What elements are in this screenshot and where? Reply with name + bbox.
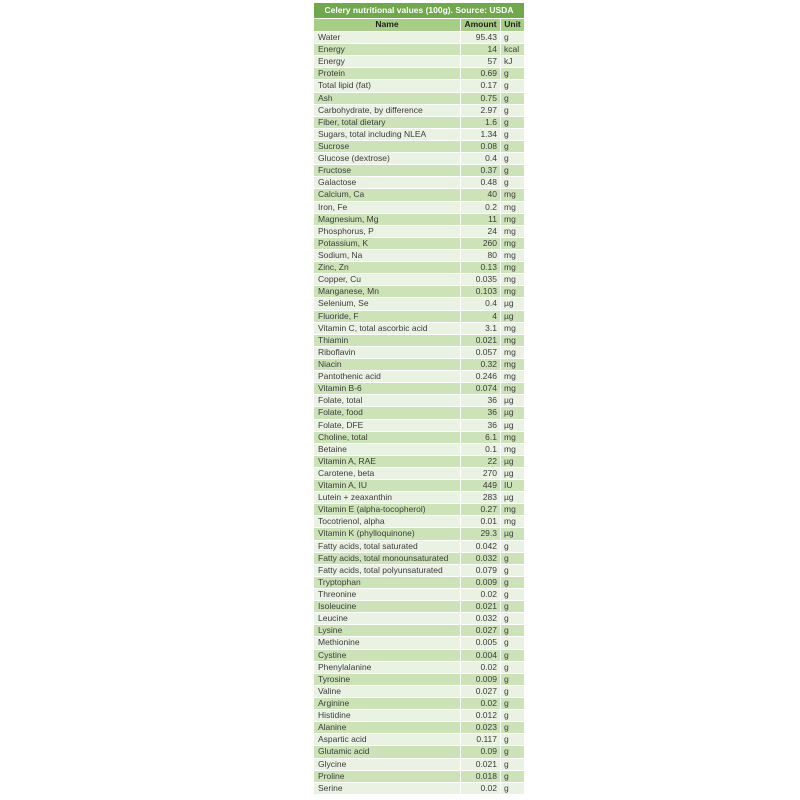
name-cell: Riboflavin	[318, 346, 356, 357]
name-cell: Vitamin B-6	[318, 383, 362, 394]
unit-cell: µg	[500, 468, 524, 479]
unit-cell: g	[500, 674, 524, 685]
amount-cell: 0.17	[460, 80, 500, 91]
name-cell: Galactose	[318, 177, 357, 188]
name-cell: Magnesium, Mg	[318, 213, 379, 224]
name-cell: Tryptophan	[318, 576, 361, 587]
unit-cell: g	[500, 153, 524, 164]
name-cell: Isoleucine	[318, 601, 357, 612]
unit-cell: mg	[500, 189, 524, 200]
unit-cell: g	[500, 32, 524, 43]
table-header-row	[314, 18, 524, 31]
unit-cell: kcal	[500, 44, 524, 55]
amount-cell: 0.02	[460, 589, 500, 600]
table-row	[314, 515, 524, 527]
table-row	[314, 67, 524, 79]
name-cell: Alanine	[318, 722, 347, 733]
amount-cell: 0.027	[460, 625, 500, 636]
amount-cell: 0.02	[460, 783, 500, 794]
amount-cell: 57	[460, 56, 500, 67]
table-row	[314, 334, 524, 346]
table-row	[314, 140, 524, 152]
unit-cell: mg	[500, 323, 524, 334]
amount-cell: 0.246	[460, 371, 500, 382]
unit-cell: µg	[500, 298, 524, 309]
table-row	[314, 55, 524, 67]
name-cell: Tyrosine	[318, 673, 351, 684]
table-row	[314, 92, 524, 104]
name-cell: Total lipid (fat)	[318, 80, 371, 91]
name-cell: Manganese, Mn	[318, 286, 379, 297]
unit-cell: g	[500, 783, 524, 794]
name-cell: Fatty acids, total polyunsaturated	[318, 564, 443, 575]
unit-cell: kJ	[500, 56, 524, 67]
amount-cell: 0.09	[460, 746, 500, 757]
name-cell: Fluoride, F	[318, 310, 359, 321]
amount-cell: 0.02	[460, 698, 500, 709]
amount-cell: 0.023	[460, 722, 500, 733]
amount-cell: 0.042	[460, 541, 500, 552]
amount-cell: 0.018	[460, 771, 500, 782]
table-row	[314, 346, 524, 358]
amount-cell: 6.1	[460, 432, 500, 443]
name-cell: Carotene, beta	[318, 467, 375, 478]
table-row	[314, 273, 524, 285]
table-row	[314, 237, 524, 249]
amount-cell: 36	[460, 395, 500, 406]
unit-cell: µg	[500, 395, 524, 406]
table-row	[314, 721, 524, 733]
name-cell: Fiber, total dietary	[318, 116, 386, 127]
table-row	[314, 128, 524, 140]
name-cell: Vitamin A, RAE	[318, 455, 376, 466]
name-cell: Phosphorus, P	[318, 225, 374, 236]
amount-cell: 0.057	[460, 347, 500, 358]
amount-cell: 36	[460, 420, 500, 431]
table-row	[314, 43, 524, 55]
table-row	[314, 297, 524, 309]
table-row	[314, 612, 524, 624]
amount-cell: 0.027	[460, 686, 500, 697]
unit-cell: g	[500, 80, 524, 91]
name-cell: Fatty acids, total saturated	[318, 540, 418, 551]
name-cell: Folate, DFE	[318, 419, 364, 430]
unit-cell: g	[500, 698, 524, 709]
unit-cell: mg	[500, 250, 524, 261]
table-row	[314, 310, 524, 322]
unit-cell: g	[500, 553, 524, 564]
name-cell: Histidine	[318, 710, 351, 721]
unit-cell: g	[500, 746, 524, 757]
unit-cell: g	[500, 771, 524, 782]
amount-cell: 0.005	[460, 637, 500, 648]
table-row	[314, 31, 524, 43]
table-row	[314, 527, 524, 539]
table-title: Celery nutritional values (100g). Source: USDA	[314, 3, 524, 18]
name-cell: Serine	[318, 782, 343, 793]
table-row	[314, 540, 524, 552]
table-row	[314, 164, 524, 176]
name-cell: Cystine	[318, 649, 347, 660]
table-row	[314, 431, 524, 443]
name-cell: Potassium, K	[318, 237, 369, 248]
name-cell: Thiamin	[318, 334, 349, 345]
table-row	[314, 419, 524, 431]
table-row	[314, 322, 524, 334]
table-row	[314, 661, 524, 673]
unit-cell: mg	[500, 347, 524, 358]
name-cell: Energy	[318, 56, 345, 67]
amount-cell: 0.021	[460, 335, 500, 346]
amount-cell: 0.2	[460, 202, 500, 213]
name-cell: Protein	[318, 68, 345, 79]
name-cell: Glycine	[318, 758, 347, 769]
table-row	[314, 636, 524, 648]
name-cell: Folate, total	[318, 395, 363, 406]
table-row	[314, 745, 524, 757]
unit-cell: mg	[500, 214, 524, 225]
table-row	[314, 649, 524, 661]
name-cell: Methionine	[318, 637, 360, 648]
unit-cell: g	[500, 686, 524, 697]
table-row	[314, 213, 524, 225]
amount-cell: 0.37	[460, 165, 500, 176]
name-cell: Aspartic acid	[318, 734, 367, 745]
amount-cell: 24	[460, 226, 500, 237]
unit-cell: g	[500, 589, 524, 600]
unit-cell: µg	[500, 407, 524, 418]
table-row	[314, 624, 524, 636]
unit-cell: g	[500, 541, 524, 552]
table-row	[314, 733, 524, 745]
table-row	[314, 709, 524, 721]
name-cell: Phenylalanine	[318, 661, 372, 672]
name-cell: Arginine	[318, 698, 350, 709]
amount-cell: 4	[460, 311, 500, 322]
table-row	[314, 491, 524, 503]
unit-cell: g	[500, 68, 524, 79]
unit-cell: mg	[500, 444, 524, 455]
table-row	[314, 503, 524, 515]
amount-cell: 3.1	[460, 323, 500, 334]
unit-cell: mg	[500, 226, 524, 237]
amount-cell: 80	[460, 250, 500, 261]
name-cell: Sucrose	[318, 140, 350, 151]
table-row	[314, 188, 524, 200]
unit-cell: g	[500, 565, 524, 576]
table-row	[314, 358, 524, 370]
table-row	[314, 406, 524, 418]
amount-cell: 449	[460, 480, 500, 491]
table-row	[314, 588, 524, 600]
unit-cell: mg	[500, 383, 524, 394]
name-cell: Choline, total	[318, 431, 368, 442]
amount-cell: 95.43	[460, 32, 500, 43]
amount-cell: 0.13	[460, 262, 500, 273]
table-row	[314, 685, 524, 697]
amount-cell: 29.3	[460, 528, 500, 539]
amount-cell: 0.1	[460, 444, 500, 455]
table-row	[314, 479, 524, 491]
amount-cell: 0.4	[460, 153, 500, 164]
unit-cell: mg	[500, 504, 524, 515]
unit-cell: g	[500, 722, 524, 733]
table-row	[314, 782, 524, 794]
amount-cell: 2.97	[460, 105, 500, 116]
name-cell: Vitamin C, total ascorbic acid	[318, 322, 428, 333]
amount-cell: 22	[460, 456, 500, 467]
unit-cell: mg	[500, 335, 524, 346]
unit-cell: µg	[500, 311, 524, 322]
name-cell: Lysine	[318, 625, 343, 636]
amount-cell: 270	[460, 468, 500, 479]
amount-cell: 0.012	[460, 710, 500, 721]
amount-cell: 0.074	[460, 383, 500, 394]
unit-cell: IU	[500, 480, 524, 491]
amount-cell: 260	[460, 238, 500, 249]
amount-cell: 0.009	[460, 674, 500, 685]
column-header-name: Name	[375, 19, 399, 29]
unit-cell: mg	[500, 371, 524, 382]
table-row	[314, 443, 524, 455]
name-cell: Vitamin E (alpha-tocopherol)	[318, 504, 426, 515]
amount-cell: 0.032	[460, 613, 500, 624]
amount-cell: 0.009	[460, 577, 500, 588]
unit-cell: g	[500, 710, 524, 721]
nutrition-table	[314, 3, 524, 794]
name-cell: Zinc, Zn	[318, 262, 349, 273]
table-body	[314, 31, 524, 794]
table-row	[314, 104, 524, 116]
unit-cell: µg	[500, 456, 524, 467]
amount-cell: 0.69	[460, 68, 500, 79]
amount-cell: 0.103	[460, 286, 500, 297]
amount-cell: 1.34	[460, 129, 500, 140]
table-row	[314, 467, 524, 479]
table-row	[314, 576, 524, 588]
unit-cell: mg	[500, 359, 524, 370]
unit-cell: g	[500, 650, 524, 661]
unit-cell: g	[500, 601, 524, 612]
unit-cell: mg	[500, 432, 524, 443]
amount-cell: 14	[460, 44, 500, 55]
unit-cell: g	[500, 117, 524, 128]
unit-cell: µg	[500, 492, 524, 503]
name-cell: Betaine	[318, 443, 347, 454]
name-cell: Sugars, total including NLEA	[318, 128, 427, 139]
amount-cell: 0.27	[460, 504, 500, 515]
table-row	[314, 201, 524, 213]
table-row	[314, 673, 524, 685]
column-header-amount: Amount	[460, 19, 500, 31]
name-cell: Vitamin A, IU	[318, 480, 367, 491]
name-cell: Lutein + zeaxanthin	[318, 492, 392, 503]
table-row	[314, 79, 524, 91]
unit-cell: mg	[500, 238, 524, 249]
amount-cell: 0.004	[460, 650, 500, 661]
unit-cell: g	[500, 734, 524, 745]
table-row	[314, 758, 524, 770]
name-cell: Niacin	[318, 358, 342, 369]
amount-cell: 0.117	[460, 734, 500, 745]
amount-cell: 0.01	[460, 516, 500, 527]
table-row	[314, 552, 524, 564]
name-cell: Glutamic acid	[318, 746, 370, 757]
amount-cell: 0.48	[460, 177, 500, 188]
name-cell: Leucine	[318, 613, 348, 624]
amount-cell: 0.032	[460, 553, 500, 564]
name-cell: Calcium, Ca	[318, 189, 365, 200]
unit-cell: g	[500, 613, 524, 624]
table-row	[314, 382, 524, 394]
table-row	[314, 394, 524, 406]
unit-cell: g	[500, 662, 524, 673]
table-row	[314, 564, 524, 576]
table-row	[314, 600, 524, 612]
name-cell: Fatty acids, total monounsaturated	[318, 552, 449, 563]
name-cell: Tocotrienol, alpha	[318, 516, 385, 527]
name-cell: Valine	[318, 685, 341, 696]
amount-cell: 0.08	[460, 141, 500, 152]
name-cell: Energy	[318, 44, 345, 55]
amount-cell: 0.021	[460, 601, 500, 612]
table-row	[314, 116, 524, 128]
amount-cell: 0.75	[460, 93, 500, 104]
unit-cell: mg	[500, 516, 524, 527]
unit-cell: mg	[500, 274, 524, 285]
unit-cell: g	[500, 165, 524, 176]
amount-cell: 0.035	[460, 274, 500, 285]
unit-cell: g	[500, 577, 524, 588]
name-cell: Fructose	[318, 165, 352, 176]
unit-cell: g	[500, 625, 524, 636]
unit-cell: mg	[500, 202, 524, 213]
name-cell: Vitamin K (phylloquinone)	[318, 528, 415, 539]
name-cell: Folate, food	[318, 407, 363, 418]
amount-cell: 0.021	[460, 759, 500, 770]
unit-cell: µg	[500, 420, 524, 431]
name-cell: Iron, Fe	[318, 201, 348, 212]
unit-cell: g	[500, 177, 524, 188]
unit-cell: g	[500, 141, 524, 152]
amount-cell: 0.32	[460, 359, 500, 370]
amount-cell: 0.02	[460, 662, 500, 673]
name-cell: Proline	[318, 770, 345, 781]
table-row	[314, 225, 524, 237]
unit-cell: g	[500, 105, 524, 116]
table-row	[314, 249, 524, 261]
amount-cell: 11	[460, 214, 500, 225]
table-row	[314, 697, 524, 709]
name-cell: Copper, Cu	[318, 274, 361, 285]
name-cell: Glucose (dextrose)	[318, 153, 390, 164]
unit-cell: mg	[500, 286, 524, 297]
amount-cell: 0.079	[460, 565, 500, 576]
name-cell: Sodium, Na	[318, 249, 363, 260]
name-cell: Ash	[318, 92, 333, 103]
table-row	[314, 261, 524, 273]
table-row	[314, 176, 524, 188]
table-row	[314, 455, 524, 467]
unit-cell: g	[500, 93, 524, 104]
table-row	[314, 152, 524, 164]
amount-cell: 283	[460, 492, 500, 503]
table-row	[314, 370, 524, 382]
table-row	[314, 770, 524, 782]
name-cell: Selenium, Se	[318, 298, 369, 309]
name-cell: Threonine	[318, 589, 357, 600]
unit-cell: g	[500, 637, 524, 648]
amount-cell: 40	[460, 189, 500, 200]
name-cell: Carbohydrate, by difference	[318, 104, 423, 115]
unit-cell: µg	[500, 528, 524, 539]
amount-cell: 1.6	[460, 117, 500, 128]
amount-cell: 0.4	[460, 298, 500, 309]
amount-cell: 36	[460, 407, 500, 418]
unit-cell: g	[500, 759, 524, 770]
column-header-unit: Unit	[500, 19, 524, 31]
unit-cell: mg	[500, 262, 524, 273]
name-cell: Pantothenic acid	[318, 371, 381, 382]
name-cell: Water	[318, 32, 341, 42]
table-row	[314, 285, 524, 297]
unit-cell: g	[500, 129, 524, 140]
